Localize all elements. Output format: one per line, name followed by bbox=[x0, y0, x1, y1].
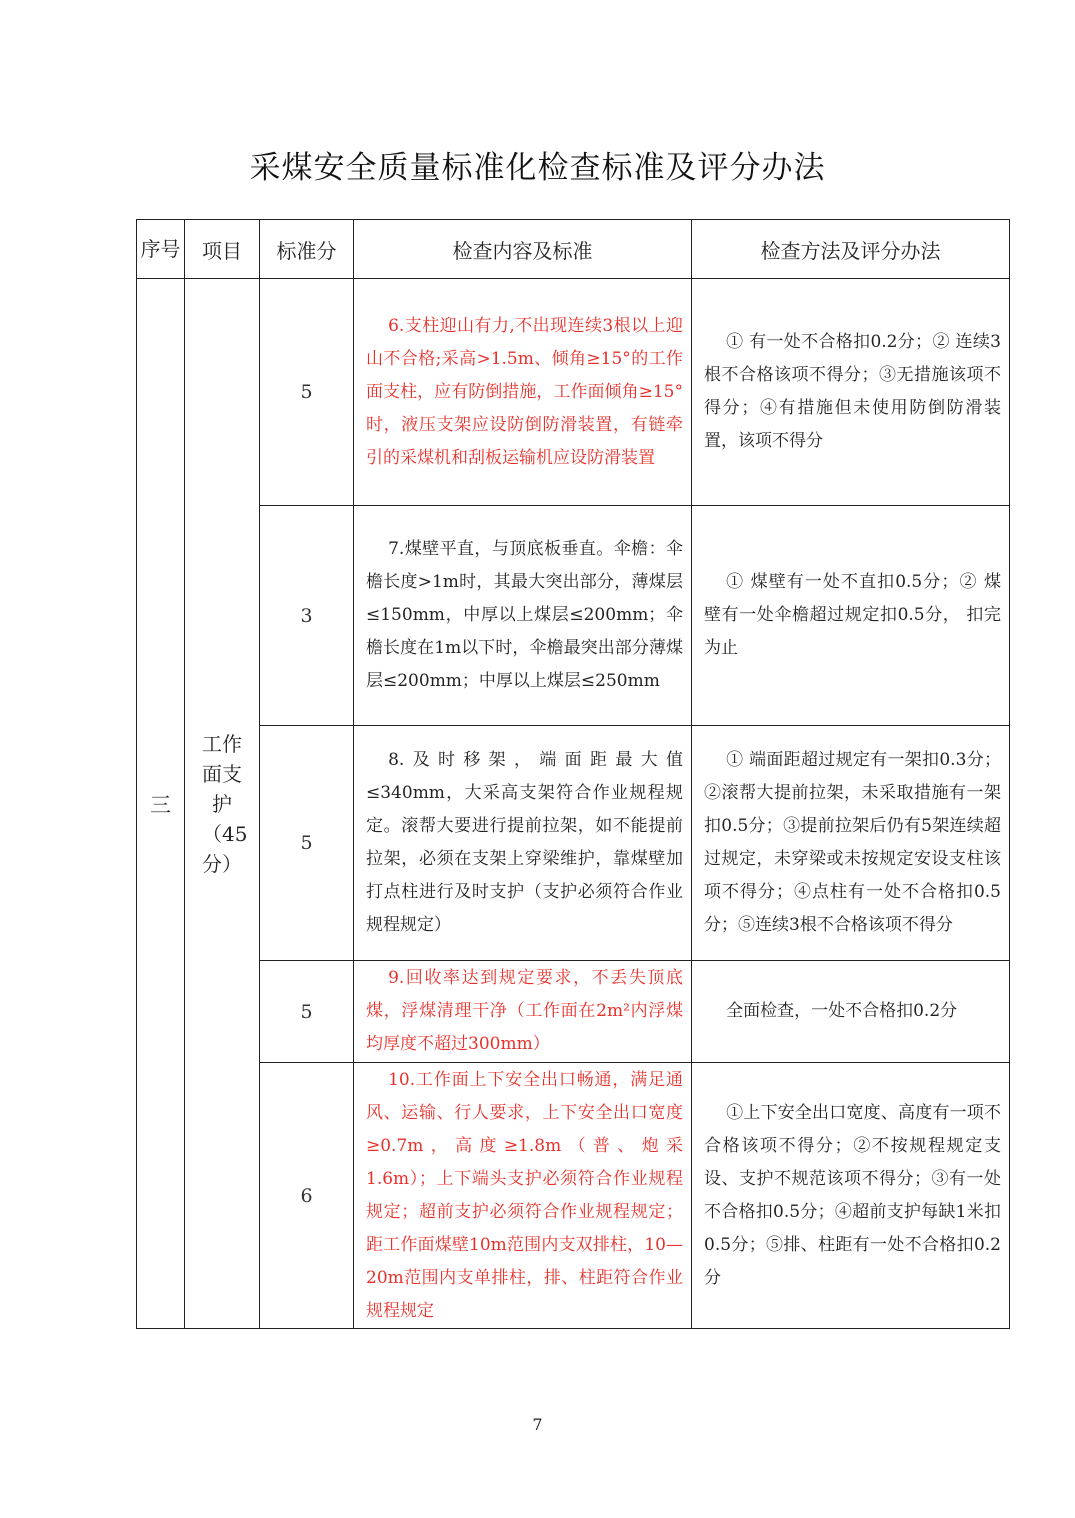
header-content: 检查内容及标准 bbox=[354, 220, 692, 279]
row-score: 3 bbox=[260, 506, 354, 726]
header-score: 标准分 bbox=[260, 220, 354, 279]
row-content: 7.煤壁平直，与顶底板垂直。伞檐：伞檐长度>1m时，其最大突出部分，薄煤层≤150mm，中厚以上煤层≤200mm；伞檐长度在1m以下时，伞檐最突出部分薄煤层≤200mm；中厚以上煤层≤250mm bbox=[354, 506, 692, 726]
row-content: 8.及时移架，端面距最大值≤340mm，大采高支架符合作业规程规定。滚帮大要进行提前拉架，如不能提前拉架，必须在支架上穿梁维护，靠煤壁加打点柱进行及时支护（支护必须符合作业规程规定） bbox=[354, 726, 692, 961]
row-score: 6 bbox=[260, 1063, 354, 1329]
section-item bbox=[185, 279, 260, 1329]
row-score: 5 bbox=[260, 961, 354, 1063]
page-title: 采煤安全质量标准化检查标准及评分办法 bbox=[249, 150, 826, 186]
row-content: 6.支柱迎山有力,不出现连续3根以上迎山不合格;采高>1.5m、倾角≥15°的工作面支柱，应有防倒措施，工作面倾角≥15°时，液压支架应设防倒防滑装置，有链牵引的采煤机和刮板运输机应设防滑装置 bbox=[354, 279, 692, 506]
table-row bbox=[137, 726, 1010, 961]
table-row bbox=[137, 279, 1010, 506]
row-method: 全面检查，一处不合格扣0.2分 bbox=[692, 961, 1010, 1063]
row-content: 10.工作面上下安全出口畅通，满足通风、运输、行人要求，上下安全出口宽度≥0.7m，高度≥1.8m（普、炮采1.6m）；上下端头支护必须符合作业规程规定；超前支护必须符合作业规程规定；距工作面煤壁10m范围内支双排柱，10—20m范围内支单排柱，排、柱距符合作业规程规定 bbox=[354, 1063, 692, 1329]
row-content: 9.回收率达到规定要求，不丢失顶底煤，浮煤清理干净（工作面在2m²内浮煤均厚度不超过300mm） bbox=[354, 961, 692, 1063]
table-row bbox=[137, 506, 1010, 726]
section-seq: 三 bbox=[137, 279, 185, 1329]
section-item-label: 工作面支护（45分） bbox=[202, 731, 248, 876]
row-method: ① 煤壁有一处不直扣0.5分；② 煤壁有一处伞檐超过规定扣0.5分， 扣完为止 bbox=[692, 506, 1010, 726]
table-row bbox=[137, 1063, 1010, 1329]
header-method: 检查方法及评分办法 bbox=[692, 220, 1010, 279]
row-method: ①上下安全出口宽度、高度有一项不合格该项不得分；②不按规程规定支设、支护不规范该项不得分；③有一处不合格扣0.5分；④超前支护每缺1米扣0.5分；⑤排、柱距有一处不合格扣0.2分 bbox=[692, 1063, 1010, 1329]
row-method: ① 有一处不合格扣0.2分；② 连续3根不合格该项不得分；③无措施该项不得分；④有措施但未使用防倒防滑装置，该项不得分 bbox=[692, 279, 1010, 506]
row-score: 5 bbox=[260, 726, 354, 961]
table-row bbox=[137, 961, 1010, 1063]
row-score: 5 bbox=[260, 279, 354, 506]
standards-table bbox=[136, 219, 1010, 1329]
header-item: 项目 bbox=[185, 220, 260, 279]
page-number: 7 bbox=[532, 1415, 543, 1434]
header-seq: 序号 bbox=[137, 220, 185, 279]
row-method: ① 端面距超过规定有一架扣0.3分；②滚帮大提前拉架，未采取措施有一架扣0.5分；③提前拉架后仍有5架连续超过规定，未穿梁或未按规定安设支柱该项不得分；④点柱有一处不合格扣0.5分；⑤连续3根不合格该项不得分 bbox=[692, 726, 1010, 961]
table-header-row bbox=[137, 220, 1010, 279]
